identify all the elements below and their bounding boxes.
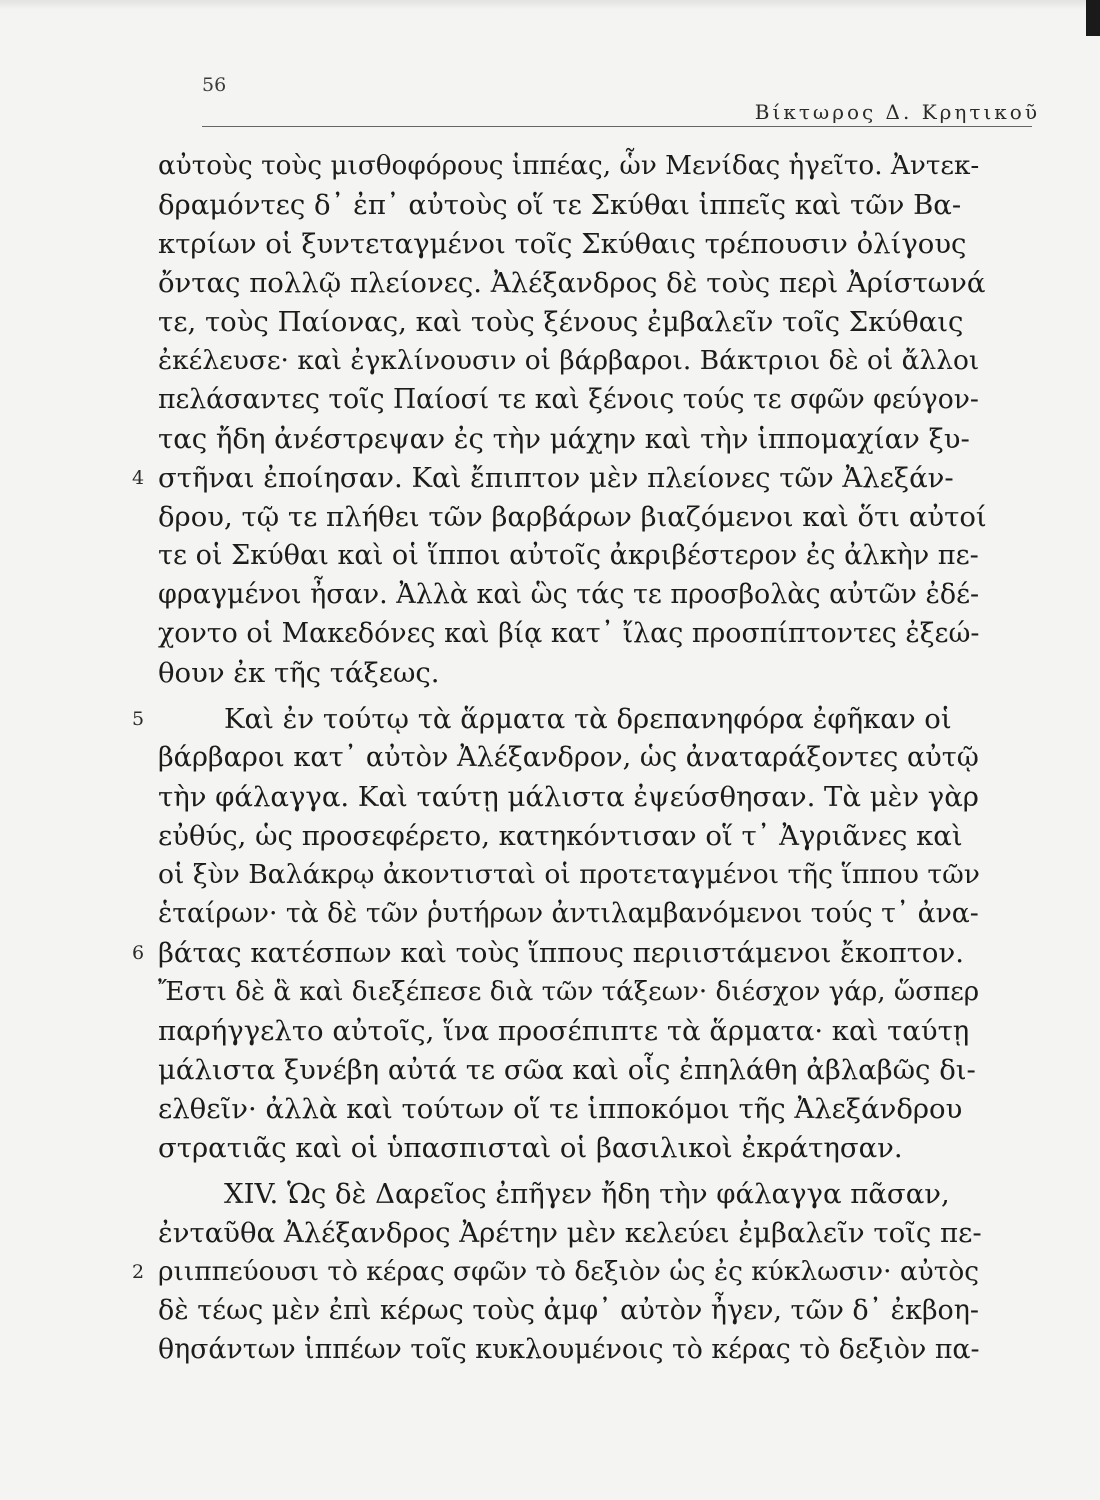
text-line: τε, τοὺς Παίονας, καὶ τοὺς ξένους ἐμβαλεῖν τοῖς Σκύθαις — [158, 306, 964, 338]
text-line: πελάσαντες τοῖς Παίοσί τε καὶ ξένοις τούς τε σφῶν φεύγον- — [158, 384, 979, 415]
text-line: κτρίων οἱ ξυντεταγμένοι τοῖς Σκύθαις τρέπουσιν ὀλίγους — [158, 228, 967, 260]
text-line: δραμόντες δ᾽ ἐπ᾽ αὐτοὺς οἵ τε Σκύθαι ἱππεῖς καὶ τῶν Βα- — [158, 189, 962, 221]
text-line: οἱ ξὺν Βαλάκρῳ ἀκοντισταὶ οἱ προτεταγμένοι τῆς ἵππου τῶν — [158, 859, 980, 890]
text-line: ριιππεύουσι τὸ κέρας σφῶν τὸ δεξιὸν ὡς ἐς κύκλωσιν· αὐτὸς — [158, 1256, 980, 1287]
page-number: 56 — [202, 74, 227, 96]
header-rule — [202, 126, 1032, 127]
scan-corner-mark — [1086, 0, 1100, 36]
text-line: θουν ἐκ τῆς τάξεως. — [158, 657, 440, 689]
text-line: στῆναι ἐποίησαν. Καὶ ἔπιπτον μὲν πλείονες τῶν Ἀλεξάν- — [158, 462, 954, 494]
text-line: εὐθύς, ὡς προσεφέρετο, κατηκόντισαν οἵ τ᾽ Ἀγριᾶνες καὶ — [158, 820, 963, 852]
text-line: Καὶ ἐν τούτῳ τὰ ἅρματα τὰ δρεπανηφόρα ἐφῆκαν οἱ — [224, 703, 952, 735]
text-line: δὲ τέως μὲν ἐπὶ κέρως τοὺς ἀμφ᾽ αὐτὸν ἦγεν, τῶν δ᾽ ἐκβοη- — [158, 1295, 980, 1326]
text-line: ἑταίρων· τὰ δὲ τῶν ῥυτήρων ἀντιλαμβανόμενοι τούς τ᾽ ἀνα- — [158, 898, 979, 929]
text-line: παρήγγελτο αὐτοῖς, ἵνα προσέπιπτε τὰ ἅρματα· καὶ ταύτῃ — [158, 1015, 970, 1047]
text-line: στρατιᾶς καὶ οἱ ὑπασπισταὶ οἱ βασιλικοὶ ἐκράτησαν. — [158, 1132, 903, 1164]
text-line: αὐτοὺς τοὺς μισθοφόρους ἱππέας, ὧν Μενίδας ἡγεῖτο. Ἀντεκ- — [158, 151, 980, 181]
text-line: τε οἱ Σκύθαι καὶ οἱ ἵπποι αὐτοῖς ἀκριβέστερον ἐς ἀλκὴν πε- — [158, 540, 979, 571]
section-number: 4 — [132, 467, 145, 489]
text-line: τας ἤδη ἀνέστρεψαν ἐς τὴν μάχην καὶ τὴν ἱππομαχίαν ξυ- — [158, 423, 970, 455]
text-line: θησάντων ἱππέων τοῖς κυκλουμένοις τὸ κέρας τὸ δεξιὸν πα- — [158, 1334, 980, 1365]
section-number: 5 — [132, 708, 145, 730]
text-line: χοντο οἱ Μακεδόνες καὶ βίᾳ κατ᾽ ἴλας προσπίπτοντες ἐξεώ- — [158, 618, 980, 649]
text-line: ελθεῖν· ἀλλὰ καὶ τούτων οἵ τε ἱπποκόμοι τῆς Ἀλεξάνδρου — [158, 1093, 963, 1125]
text-line: ἐκέλευσε· καὶ ἐγκλίνουσιν οἱ βάρβαροι. Βάκτριοι δὲ οἱ ἄλλοι — [158, 345, 980, 376]
text-line: Ἔστι δὲ ἃ καὶ διεξέπεσε διὰ τῶν τάξεων· διέσχον γάρ, ὥσπερ — [158, 977, 980, 1007]
text-line: ὄντας πολλῷ πλείονες. Ἀλέξανδρος δὲ τοὺς περὶ Ἀρίστωνά — [158, 267, 986, 299]
text-line: δρου, τῷ τε πλήθει τῶν βαρβάρων βιαζόμενοι καὶ ὅτι αὐτοί — [158, 501, 987, 533]
text-line: τὴν φάλαγγα. Καὶ ταύτῃ μάλιστα ἐψεύσθησαν. Τὰ μὲν γὰρ — [158, 781, 979, 813]
running-head: Βίκτωρος Δ. Κρητικοῦ — [754, 100, 1040, 124]
text-line: μάλιστα ξυνέβη αὐτά τε σῶα καὶ οἷς ἐπηλάθη ἀβλαβῶς δι- — [158, 1054, 976, 1086]
chapter-opening-line: XIV. Ὡς δὲ Δαρεῖος ἐπῆγεν ἤδη τὴν φάλαγγα πᾶσαν, — [224, 1178, 950, 1210]
text-line: ἐνταῦθα Ἀλέξανδρος Ἀρέτην μὲν κελεύει ἐμβαλεῖν τοῖς πε- — [158, 1217, 982, 1249]
text-line: φραγμένοι ἦσαν. Ἀλλὰ καὶ ὣς τάς τε προσβολὰς αὐτῶν ἐδέ- — [158, 579, 980, 610]
page-top-edge — [0, 0, 1100, 10]
text-line: βάρβαροι κατ᾽ αὐτὸν Ἀλέξανδρον, ὡς ἀναταράξοντες αὐτῷ — [158, 742, 979, 773]
text-line: βάτας κατέσπων καὶ τοὺς ἵππους περιιστάμενοι ἔκοπτον. — [158, 937, 964, 969]
section-number: 6 — [132, 942, 145, 964]
section-number: 2 — [132, 1261, 145, 1283]
